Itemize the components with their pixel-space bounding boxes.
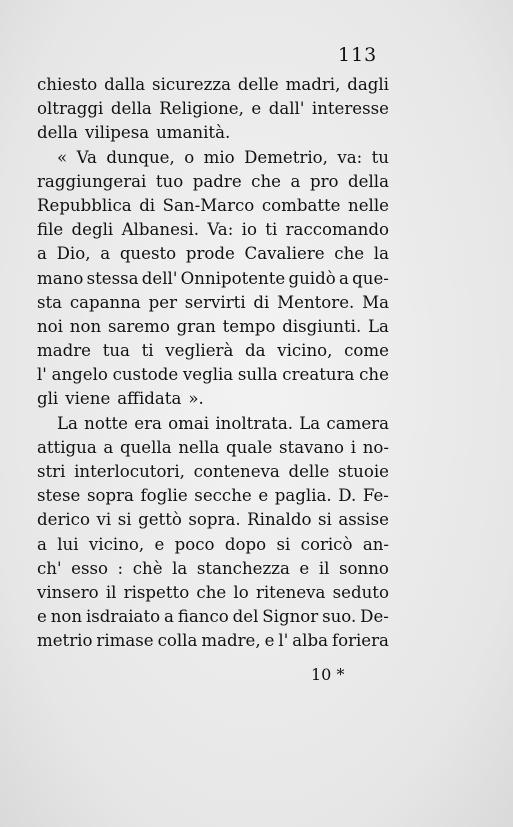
text-line: derico vi si gettò sopra. Rinaldo si assise bbox=[37, 510, 389, 530]
text-line: sta capanna per servirti di Mentore. Ma bbox=[37, 292, 389, 312]
text-line: l' angelo custode veglia sulla creatura che bbox=[37, 365, 389, 385]
text-line: gli viene affidata ». bbox=[37, 389, 204, 409]
text-line: metrio rimase colla madre, e l' alba foriera bbox=[37, 631, 389, 651]
text-line: madre tua ti veglierà da vicino, come bbox=[37, 341, 389, 361]
text-line: stri interlocutori, conteneva delle stuoie bbox=[37, 462, 389, 481]
text-line: raggiungerai tuo padre che a pro della bbox=[37, 171, 389, 191]
text-line: della vilipesa umanità. bbox=[37, 123, 231, 143]
text-line: La notte era omai inoltrata. La camera bbox=[57, 413, 389, 433]
text-line: attigua a quella nella quale stavano i no- bbox=[37, 437, 389, 457]
text-line: oltraggi della Religione, e dall' interesse bbox=[37, 99, 389, 119]
text-line: e non isdraiato a fianco del Signor suo. De- bbox=[37, 607, 389, 627]
text-line: Repubblica di San-Marco combatte nelle bbox=[37, 195, 389, 215]
text-line: stese sopra foglie secche e paglia. D. Fe- bbox=[37, 486, 389, 506]
text-line: « Va dunque, o mio Demetrio, va: tu bbox=[57, 147, 389, 167]
text-line: mano stessa dell' Onnipotente guidò a que- bbox=[37, 268, 389, 288]
signature-mark: 10 * bbox=[311, 665, 345, 684]
page-number: 113 bbox=[338, 44, 378, 66]
text-line: a Dio, a questo prode Cavaliere che la bbox=[37, 244, 389, 264]
text-line: a lui vicino, e poco dopo si coricò an- bbox=[37, 534, 389, 554]
body-text bbox=[37, 73, 389, 654]
text-line: chiesto dalla sicurezza delle madri, dagli bbox=[37, 75, 389, 94]
text-line: vinsero il rispetto che lo riteneva seduto bbox=[37, 582, 389, 602]
text-line: file degli Albanesi. Va: io ti raccomando bbox=[37, 220, 389, 240]
text-line: ch' esso : chè la stanchezza e il sonno bbox=[37, 558, 389, 578]
text-line: noi non saremo gran tempo disgiunti. La bbox=[37, 316, 389, 336]
